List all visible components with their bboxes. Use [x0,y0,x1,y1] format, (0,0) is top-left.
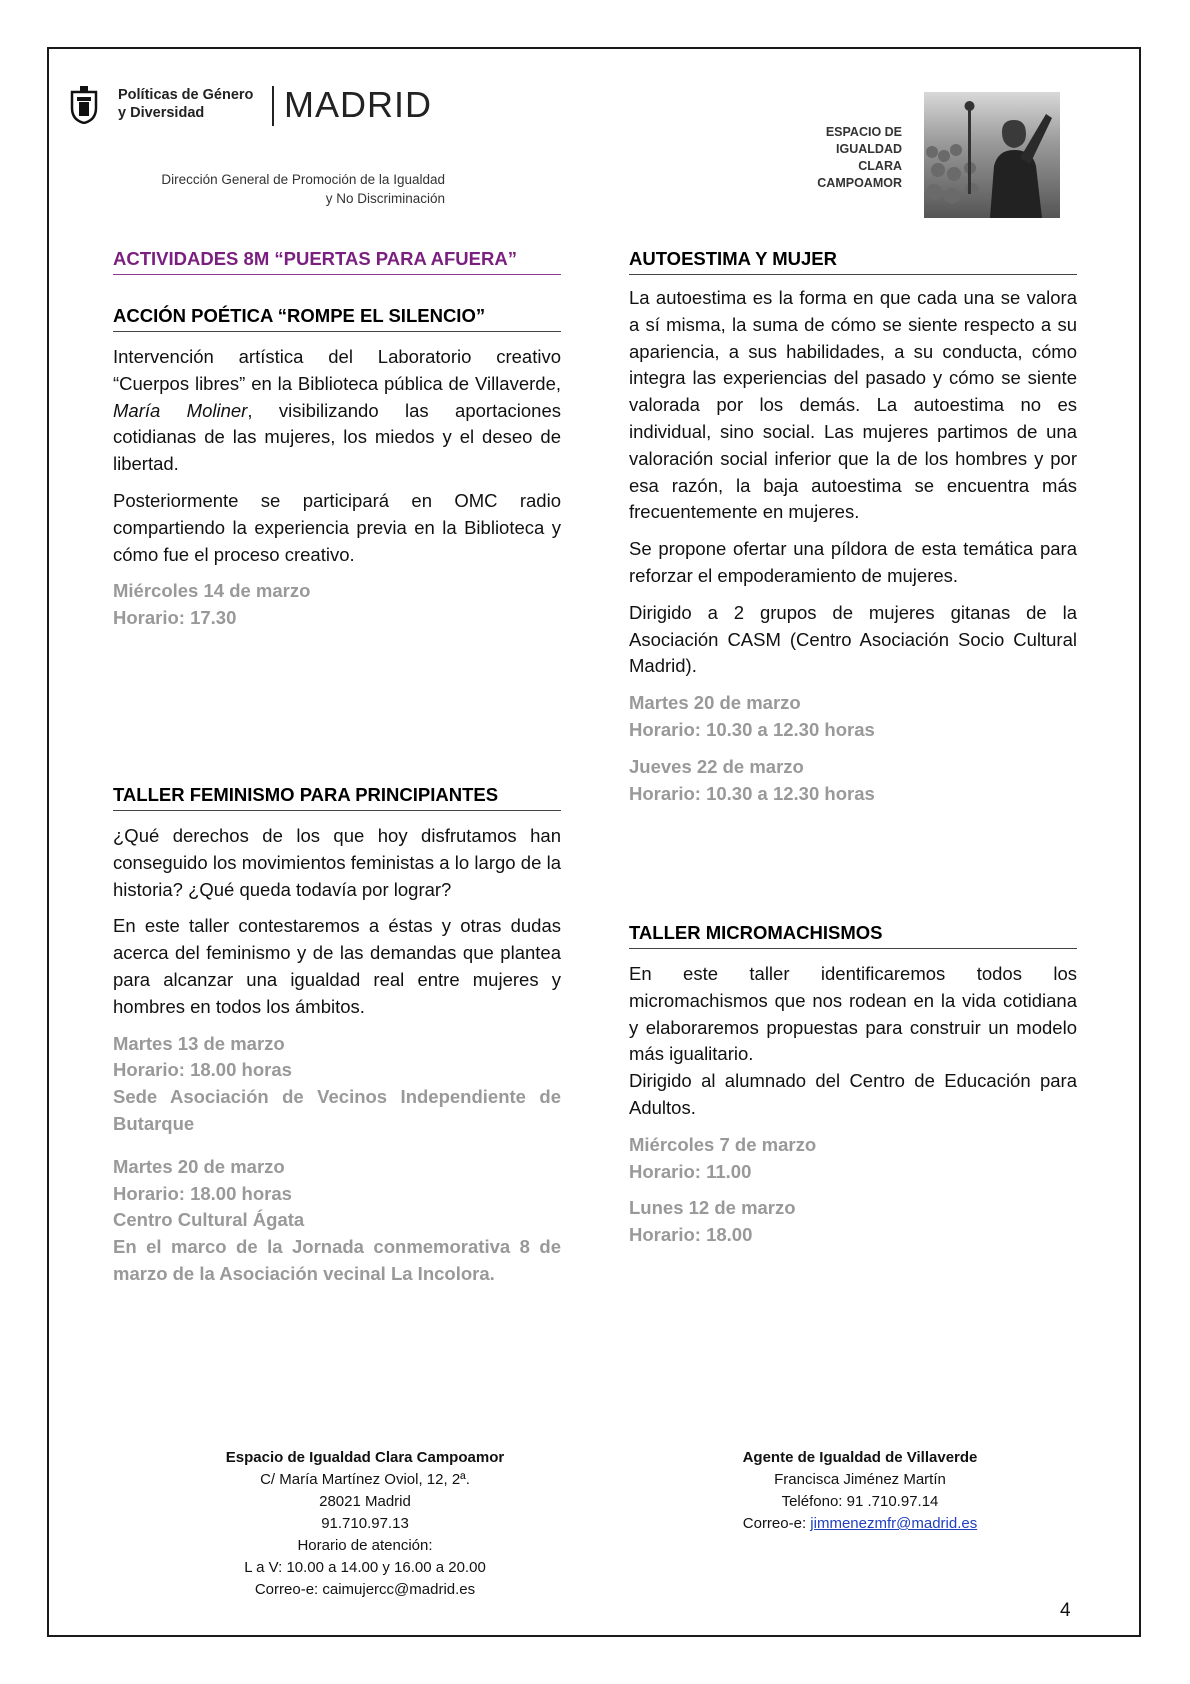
department-line-2: y Diversidad [118,105,205,121]
footer-espacio-email: Correo-e: caimujercc@madrid.es [254,1581,476,1598]
autoestima-paragraph-2: Se propone ofertar una píldora de esta temática para reforzar el empoderamiento de mujeres. [629,538,1077,586]
micromachismos-section [629,922,1077,1249]
autoestima-paragraph-3: Dirigido a 2 grupos de mujeres gitanas de la Asociación CASM (Centro Asociación Socio Cultural Madrid). [629,601,1077,677]
left-column [113,248,561,275]
espacio-line-4: CAMPOAMOR [817,176,902,190]
directorate-line-1: Dirección General de Promoción de la Igualdad [161,172,445,187]
department-line-1: Políticas de Género [118,87,254,103]
session-2-time: Horario: 18.00 horas [113,1182,292,1204]
autoestima-section [629,248,1077,807]
footer-espacio-hours: L a V: 10.00 a 14.00 y 16.00 a 20.00 [244,1559,486,1576]
micromachismos-s1-date: Miércoles 7 de marzo [629,1133,817,1155]
espacio-label [790,124,902,192]
accion-schedule [113,578,561,632]
header-divider [272,86,274,126]
madrid-wordmark: MADRID [284,84,432,125]
footer-agente-contact [690,1447,1030,1535]
autoestima-heading: AUTOESTIMA Y MUJER [629,248,1077,275]
session-1-time: Horario: 18.00 horas [113,1059,292,1081]
accion-p1-emphasis: María Moliner [113,399,248,421]
micromachismos-s2-time: Horario: 18.00 [629,1224,753,1246]
espacio-line-2: IGUALDAD [836,142,902,156]
footer-agente-email-link[interactable]: jimmenezmfr@madrid.es [810,1515,978,1532]
directorate-name [150,170,445,208]
micromachismos-paragraph-1: En este taller identificaremos todos los micromachismos que nos rodean en la vida cotidiana y elaboraremos propuestas para construir un modelo más igualitario. [629,963,1077,1065]
micromachismos-heading: TALLER MICROMACHISMOS [629,922,1077,949]
footer-agente-name: Francisca Jiménez Martín [774,1471,946,1488]
footer-agente-email-label: Correo-e: [742,1515,811,1532]
micromachismos-s1-time: Horario: 11.00 [629,1160,752,1182]
taller-feminismo-heading: TALLER FEMINISMO PARA PRINCIPIANTES [113,784,561,811]
footer-espacio-contact [175,1447,555,1601]
taller-feminismo-session-2 [113,1154,561,1288]
madrid-coat-of-arms-logo [70,86,98,124]
taller-feminismo-paragraph-1: ¿Qué derechos de los que hoy disfrutamos han conseguido los movimientos feministas a lo largo de la historia? ¿Qué queda todavía por lograr? [113,825,561,900]
autoestima-s1-date: Martes 20 de marzo [629,692,801,714]
department-name [118,86,253,122]
accion-poetica-paragraph-1 [113,344,561,478]
session-2-place: Centro Cultural Ágata [113,1209,305,1231]
directorate-line-2: y No Discriminación [325,191,445,206]
accion-poetica-heading: ACCIÓN POÉTICA “ROMPE EL SILENCIO” [113,305,561,332]
taller-feminismo-paragraph-2: En este taller contestaremos a éstas y otras dudas acerca del feminismo y de las demandas que plantea para alcanzar una igualdad real entre mujeres y hombres en todos los ámbitos. [113,915,561,1017]
accion-date: Miércoles 14 de marzo [113,580,311,602]
taller-feminismo-section [113,784,561,1288]
session-2-date: Martes 20 de marzo [113,1155,285,1177]
session-1-place: Sede Asociación de Vecinos Independiente de Butarque [113,1086,561,1134]
session-1-date: Martes 13 de marzo [113,1032,285,1054]
autoestima-s2-date: Jueves 22 de marzo [629,755,804,777]
espacio-line-3: CLARA [858,159,902,173]
autoestima-session-1 [629,690,1077,744]
footer-agente-email-line [690,1513,1030,1535]
micromachismos-s2-date: Lunes 12 de marzo [629,1197,796,1219]
accion-poetica-section [113,305,561,632]
accion-p1-text-a: Intervención artística del Laboratorio creativo “Cuerpos libres” en la Biblioteca pública de Villaverde, [113,346,561,394]
footer-espacio-address: C/ María Martínez Oviol, 12, 2ª. [260,1471,470,1488]
clara-campoamor-photo [924,92,1060,218]
footer-espacio-phone: 91.710.97.13 [321,1515,409,1532]
footer-agente-title: Agente de Igualdad de Villaverde [742,1449,978,1466]
accion-poetica-paragraph-2: Posteriormente se participará en OMC radio compartiendo la experiencia previa en la Biblioteca y cómo fue el proceso creativo. [113,489,561,565]
footer-espacio-title: Espacio de Igualdad Clara Campoamor [225,1449,505,1466]
main-heading: ACTIVIDADES 8M “PUERTAS PARA AFUERA” [113,248,561,275]
footer-agente-phone: Teléfono: 91 .710.97.14 [781,1493,939,1510]
accion-time: Horario: 17.30 [113,607,237,629]
autoestima-paragraph-1: La autoestima es la forma en que cada una se valora a sí misma, la suma de cómo se siente respecto a su apariencia, a sus habilidades, a su conducta, cómo integra las experiencias del pasado y cómo se siente valorada por los demás. La autoestima no es individual, sino social. Las mujeres partimos de una valoración social inferior que la de los hombres y por esa razón, la baja autoestima se encuentra más frecuentemente en mujeres. [629,287,1077,523]
taller-feminismo-session-1 [113,1031,561,1138]
micromachismos-session-1 [629,1132,1077,1186]
espacio-line-1: ESPACIO DE [825,125,902,139]
footer-espacio-city: 28021 Madrid [319,1493,411,1510]
autoestima-s2-time: Horario: 10.30 a 12.30 horas [629,782,875,804]
footer-espacio-hours-label: Horario de atención: [297,1537,433,1554]
micromachismos-paragraph-2: Dirigido al alumnado del Centro de Educación para Adultos. [629,1070,1077,1118]
autoestima-s1-time: Horario: 10.30 a 12.30 horas [629,718,875,740]
page-number: 4 [1060,1600,1071,1621]
accion-p1-text-b: , visibilizando las aportaciones cotidianas de las mujeres, los miedos y el deseo de libertad. [113,399,561,475]
session-2-note: En el marco de la Jornada conmemorativa 8 de marzo de la Asociación vecinal La Incolora. [113,1236,561,1284]
micromachismos-session-2 [629,1195,1077,1249]
autoestima-session-2 [629,754,1077,808]
